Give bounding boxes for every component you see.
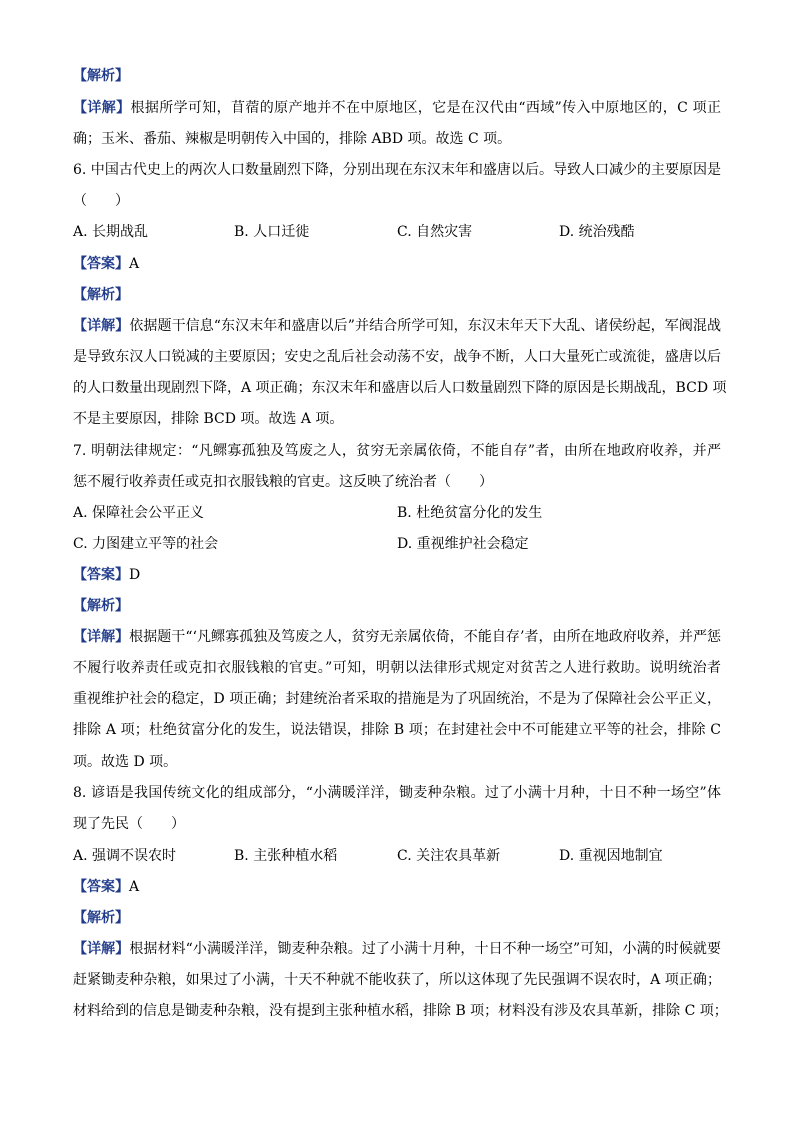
q8-detail-tag: 【详解】 [73, 941, 130, 957]
q7-stem-line-2: 惩不履行收养责任或克扣衣服钱粮的官吏。这反映了统治者（ ） [73, 474, 493, 490]
q5-detail-line-2: 确；玉米、番茄、辣椒是明朝传入中国的，排除 ABD 项。故选 C 项。 [73, 131, 512, 147]
q6-option-d: D. 统治残酷 [559, 224, 635, 240]
q6-detail-line-1: 【详解】依据题干信息“东汉末年和盛唐以后”并结合所学可知，东汉末年天下大乱、诸侯纷起，军阀混战 [73, 318, 722, 334]
q6-answer: 【答案】A [73, 256, 140, 272]
q6-option-a: A. 长期战乱 [73, 224, 149, 240]
q6-detail-line-2: 是导致东汉人口锐减的主要原因；安史之乱后社会动荡不安，战争不断，人口大量死亡或流徙，盛唐以后 [73, 349, 721, 365]
q8-detail-line-3: 材料给到的信息是锄麦种杂粮，没有提到主张种植水稻，排除 B 项；材料没有涉及农具革新，排除 C 项； [73, 1003, 728, 1019]
q6-stem-line-1: 6. 中国古代史上的两次人口数量剧烈下降，分别出现在东汉末年和盛唐以后。导致人口减少的主要原因是 [73, 162, 721, 178]
q6-detail-tag: 【详解】 [73, 318, 130, 334]
q8-stem-line-2: 现了先民（ ） [73, 816, 185, 832]
q5-detail-tag: 【详解】 [73, 100, 131, 116]
q7-option-d: D. 重视维护社会稳定 [397, 536, 529, 552]
q8-answer: 【答案】A [73, 879, 140, 895]
q6-detail-line-4: 不是主要原因，排除 BCD 项。故选 A 项。 [73, 411, 344, 427]
q7-stem-line-1: 7. 明朝法律规定：“凡鳏寡孤独及笃废之人，贫穷无亲属依倚，不能自存”者，由所在地政府收养，并严 [73, 443, 721, 459]
q7-option-c: C. 力图建立平等的社会 [73, 536, 219, 552]
q8-stem-line-1: 8. 谚语是我国传统文化的组成部分，“小满暖洋洋，锄麦种杂粮。过了小满十月种，十日不种一场空”体 [73, 785, 721, 801]
q6-detail-line-3: 的人口数量出现剧烈下降，A 项正确；东汉末年和盛唐以后人口数量剧烈下降的原因是长期战乱，BCD 项 [73, 380, 727, 396]
q7-detail-line-4: 排除 A 项；杜绝贫富分化的发生，说法错误，排除 B 项；在封建社会中不可能建立平等的社会，排除 C [73, 722, 721, 738]
q7-detail-line-1: 【详解】根据题干“‘凡鳏寡孤独及笃废之人，贫穷无亲属依倚，不能自存’者，由所在地政府收养，并严惩 [73, 629, 721, 645]
q7-detail-line-5: 项。故选 D 项。 [73, 754, 178, 770]
q8-option-d: D. 重视因地制宜 [559, 848, 663, 864]
q7-analysis-heading: 【解析】 [73, 598, 129, 614]
q6-analysis-heading: 【解析】 [73, 287, 129, 303]
q7-answer: 【答案】D [73, 567, 141, 583]
q8-detail-line-2: 赶紧锄麦种杂粮，如果过了小满，十天不种就不能收获了，所以这体现了先民强调不误农时，A 项正确； [73, 972, 721, 988]
q7-detail-tag: 【详解】 [73, 629, 130, 645]
q7-option-b: B. 杜绝贫富分化的发生 [397, 505, 543, 521]
q8-option-c: C. 关注农具革新 [397, 848, 501, 864]
q7-detail-line-3: 重视维护社会的稳定，D 项正确；封建统治者采取的措施是为了巩固统治，不是为了保障社会公平正义， [73, 691, 721, 707]
q5-detail-line-1: 【详解】根据所学可知，苜蓿的原产地并不在中原地区，它是在汉代由“西域”传入中原地区的，C 项正 [73, 100, 721, 116]
q7-option-a: A. 保障社会公平正义 [73, 505, 205, 521]
q6-option-c: C. 自然灾害 [397, 224, 473, 240]
q7-detail-line-2: 不履行收养责任或克扣衣服钱粮的官吏。”可知，明朝以法律形式规定对贫苦之人进行救助。说明统治者 [73, 660, 721, 676]
q8-detail-line-1: 【详解】根据材料“小满暖洋洋，锄麦种杂粮。过了小满十月种，十日不种一场空”可知，小满的时候就要 [73, 941, 722, 957]
q6-option-b: B. 人口迁徙 [234, 224, 310, 240]
q8-analysis-heading: 【解析】 [73, 910, 129, 926]
q5-analysis-heading: 【解析】 [73, 68, 129, 84]
q8-option-a: A. 强调不误农时 [73, 848, 177, 864]
q6-stem-line-2: （ ） [73, 193, 129, 209]
q8-option-b: B. 主张种植水稻 [234, 848, 338, 864]
